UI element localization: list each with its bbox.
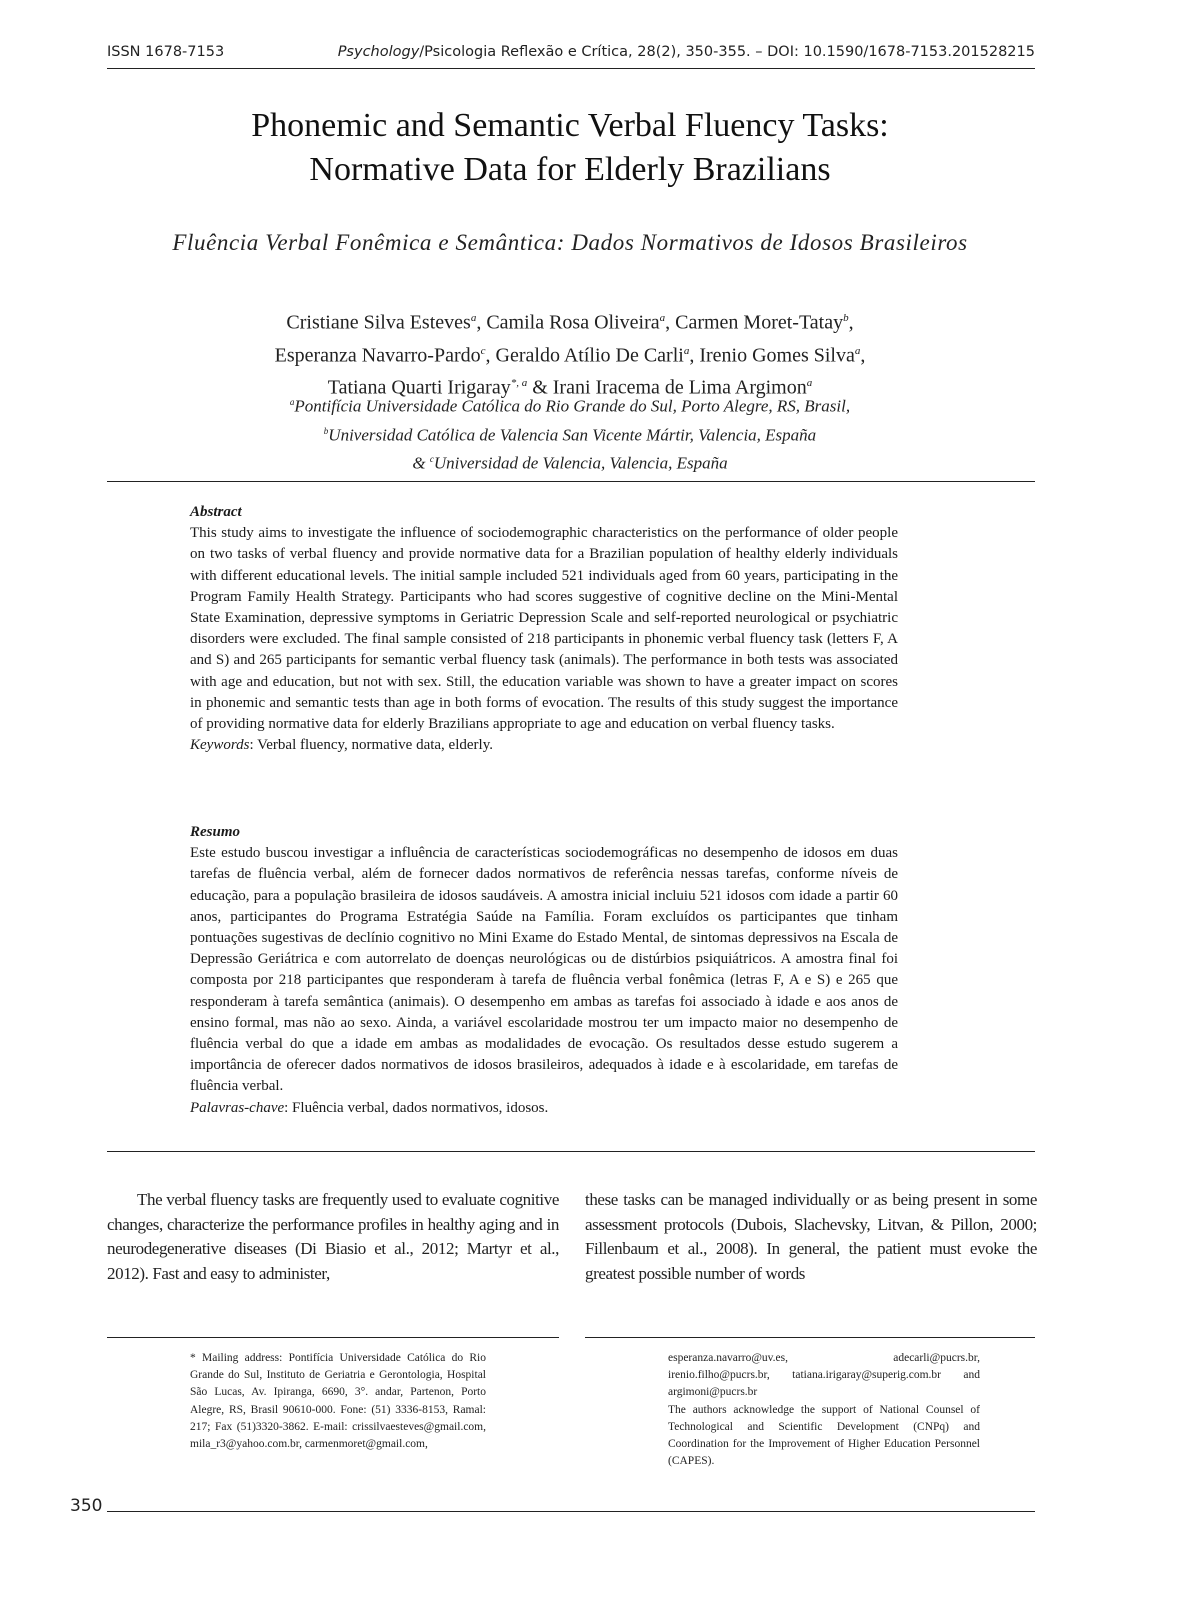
- abstract-section: [190, 502, 898, 756]
- author-name: Cristiane Silva Esteves: [286, 311, 471, 334]
- paper-title-portuguese: Fluência Verbal Fonêmica e Semântica: Dados Normativos de Idosos Brasileiros: [172, 230, 968, 255]
- resumo-text: Este estudo buscou investigar a influência de características sociodemográficas no desempenho de idosos em duas tarefas de fluência verbal, além de fornecer dados normativos de referência nessas tarefas, conforme níveis de educação, para a população brasileira de idosos saudáveis. A amostra inicial incluiu 521 idosos com idade a partir 60 anos, participantes do Programa Estratégia Saúde na Família. Foram excluídos os participantes que tinham pontuações sugestivas de declínio cognitivo no Mini Exame do Estado Mental, de sintomas depressivos na Escala de Depressão Geriátrica e com autorrelato de doenças neurológicas ou de distúrbios psiquiátricos. A amostra final foi composta por 218 participantes que responderam à tarefa de fluência verbal fonêmica (letras F, A e S) e 265 que responderam à tarefa semântica (animais). O desempenho em ambas as tarefas foi associado à idade e aos anos de ensino formal, mas não ao sexo. Ainda, a variável escolaridade mostrou ter um impacto maior no desempenho de fluência verbal do que a idade em ambas as modalidades de evocação. Os resultados desse estudo sugerem a importância de oferecer dados normativos de idosos brasileiros, adequados à idade e à escolaridade, em tarefas de fluência verbal.: [190, 845, 898, 1095]
- footnote-acknowledgement: The authors acknowledge the support of National Counsel of Technological and Scientific Development (CNPq) and Coordination for the Improvement of Higher Education Personnel (CAPES).: [668, 1403, 980, 1468]
- resumo-section: [190, 822, 898, 1119]
- journal-citation: [338, 44, 1035, 60]
- author-affil-mark: *, a: [510, 377, 528, 390]
- footer-rule: [107, 1511, 1035, 1512]
- paper-title: [0, 104, 1140, 192]
- affiliations: [0, 390, 1140, 476]
- page-number: 350: [70, 1496, 103, 1516]
- body-column-right: these tasks can be managed individually or as being present in some assessment protocols (Dubois, Slachevsky, Litvan, & Pillon, 2000; Fillenbaum et al., 2008). In general, the patient must evoke the greatest possible number of words: [585, 1190, 1037, 1283]
- author-affil-mark: b: [843, 312, 849, 324]
- author-affil-mark: c: [480, 344, 486, 357]
- author-name: Esperanza Navarro-Pardo: [274, 344, 481, 367]
- author-separator: ,: [860, 344, 866, 367]
- issn: ISSN 1678-7153: [107, 44, 225, 60]
- body-column-left: The verbal fluency tasks are frequently used to evaluate cognitive changes, characterize the performance profiles in healthy aging and in neurodegenerative diseases (Di Biasio et al., 2012; Martyr et al., 2012). Fast and easy to administer,: [107, 1190, 559, 1283]
- journal-name-italic: Psychology: [337, 44, 420, 60]
- author-list: [0, 304, 1140, 402]
- author-name: , Carmen Moret-Tatay: [665, 311, 844, 334]
- author-affil-mark: a: [683, 344, 690, 357]
- author-affil-mark: a: [470, 312, 477, 324]
- affiliation-prefix: &: [412, 453, 430, 473]
- affiliation-text: Universidad Católica de Valencia San Vicente Mártir, Valencia, España: [328, 425, 817, 445]
- header-rule: [107, 68, 1035, 69]
- resumo-keywords: [190, 1098, 898, 1119]
- footnote-emails: esperanza.navarro@uv.es, adecarli@pucrs.br, irenio.filho@pucrs.br, tatiana.irigaray@superig.com.br and argimoni@pucrs.br: [668, 1352, 980, 1399]
- footnote-rule-left: [107, 1337, 559, 1338]
- author-separator: ,: [848, 311, 854, 334]
- footnote-mailing-address: * Mailing address: Pontifícia Universidade Católica do Rio Grande do Sul, Instituto de Geriatria e Gerontologia, Hospital São Lucas, Av. Ipiranga, 6690, 3°. andar, Partenon, Porto Alegre, RS, Brasil 90610-000. Fone: (51) 3336-8153, Ramal: 217; Fax (51)3320-3862. E-mail: crissilvaesteves@gmail.com, mila_r3@yahoo.com.br, carmenmoret@gmail.com,: [190, 1352, 486, 1451]
- abstract-bottom-rule: [107, 1151, 1035, 1152]
- author-name: , Camila Rosa Oliveira: [476, 311, 660, 334]
- title-line-2: Normative Data for Elderly Brazilians: [309, 151, 831, 188]
- affiliation-mark: a: [289, 397, 295, 407]
- author-affil-mark: a: [806, 377, 813, 390]
- palavras-chave-label: Palavras-chave: [190, 1099, 285, 1116]
- abstract-keywords: [190, 735, 898, 756]
- abstract-text: This study aims to investigate the influence of sociodemographic characteristics on the performance of older people on two tasks of verbal fluency and provide normative data for a Brazilian population of healthy elderly individuals with different educational levels. The initial sample included 521 individuals aged from 60 years, participating in the Program Family Health Strategy. Participants who had scores suggestive of cognitive decline on the Mini-Mental State Examination, depressive symptoms in Geriatric Depression Scale and self-reported neurological or psychiatric disorders were excluded. The final sample consisted of 218 participants in phonemic verbal fluency task (letters F, A and S) and 265 participants for semantic verbal fluency task (animals). The performance in both tests was associated with age and education, but not with sex. Still, the education variable was shown to have a greater impact on scores in phonemic and semantic tests than age in both forms of evocation. The results of this study suggest the importance of providing normative data for elderly Brazilians appropriate to age and education on verbal fluency tasks.: [190, 525, 898, 733]
- keywords-label: Keywords: [190, 737, 250, 754]
- footnote-right: [668, 1350, 980, 1470]
- author-name: , Geraldo Atílio De Carli: [485, 344, 684, 367]
- author-name: Tatiana Quarti Irigaray: [327, 376, 511, 399]
- affiliation-text: Pontifícia Universidade Católica do Rio Grande do Sul, Porto Alegre, RS, Brasil,: [294, 396, 851, 416]
- abstract-heading: Abstract: [190, 504, 242, 520]
- keywords-list: : Verbal fluency, normative data, elderly.: [249, 737, 493, 754]
- palavras-chave-list: : Fluência verbal, dados normativos, idosos.: [284, 1099, 549, 1116]
- affiliation-c: [0, 447, 1140, 476]
- author-name: & Irani Iracema de Lima Argimon: [527, 376, 807, 399]
- author-name: , Irenio Gomes Silva: [689, 344, 855, 367]
- author-line-2: [0, 337, 1140, 370]
- affiliation-a: [0, 390, 1140, 419]
- abstract-top-rule: [107, 481, 1035, 482]
- author-line-1: [0, 304, 1140, 337]
- author-affil-mark: a: [659, 312, 666, 324]
- footnote-rule-right: [585, 1337, 1035, 1338]
- affiliation-mark: c: [429, 454, 434, 465]
- resumo-heading: Resumo: [190, 824, 241, 840]
- affiliation-mark: b: [323, 425, 329, 436]
- affiliation-b: [0, 419, 1140, 448]
- journal-citation-rest: /Psicologia Reflexão e Crítica, 28(2), 350-355. – DOI: 10.1590/1678-7153.201528215: [419, 44, 1035, 60]
- title-line-1: Phonemic and Semantic Verbal Fluency Tasks:: [251, 107, 889, 144]
- affiliation-text: Universidad de Valencia, Valencia, España: [433, 453, 728, 473]
- author-affil-mark: a: [854, 344, 861, 357]
